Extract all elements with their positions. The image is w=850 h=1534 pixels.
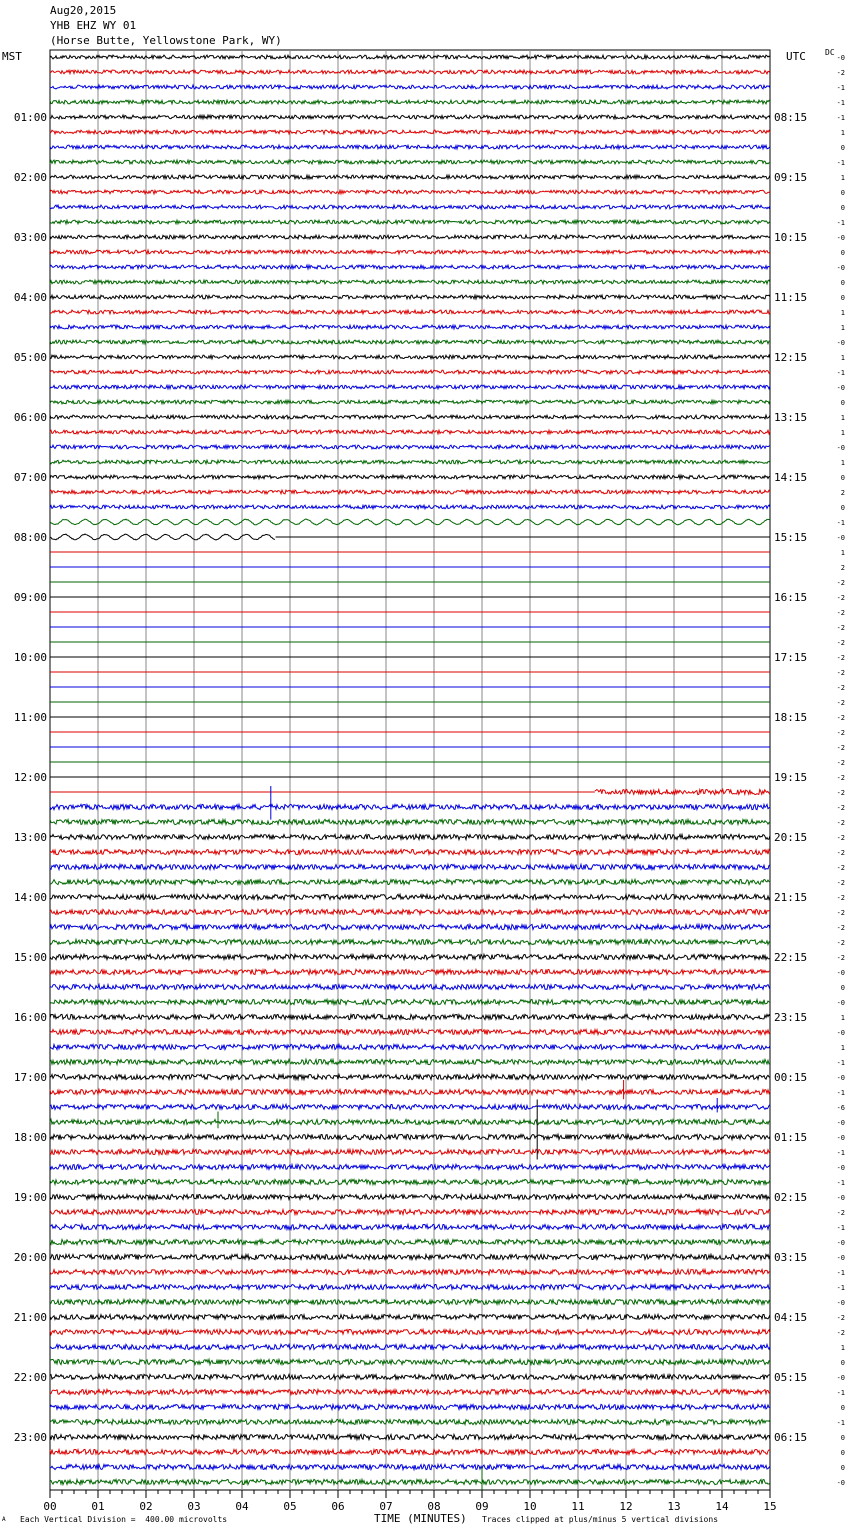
mst-hour-label: 17:00 xyxy=(13,1071,47,1084)
dc-offset-label: 0 xyxy=(840,399,845,407)
trace-line xyxy=(50,355,770,359)
x-tick-label: 02 xyxy=(139,1500,153,1513)
trace-line xyxy=(50,804,770,809)
trace-line xyxy=(50,1299,770,1304)
utc-hour-label: 14:15 xyxy=(774,471,808,484)
trace-line xyxy=(50,894,770,899)
dc-offset-label: -0 xyxy=(836,1119,845,1127)
mst-hour-label: 21:00 xyxy=(13,1311,47,1324)
trace-line xyxy=(50,1329,770,1334)
trace-line xyxy=(50,969,770,974)
dc-offset-label: 0 xyxy=(840,1464,845,1472)
mst-hour-label: 15:00 xyxy=(13,951,47,964)
dc-offset-label: -0 xyxy=(836,1194,845,1202)
dc-offset-label: -2 xyxy=(836,69,845,77)
trace-line xyxy=(50,1059,770,1064)
x-tick-label: 07 xyxy=(379,1500,393,1513)
dc-offset-label: -2 xyxy=(836,654,845,662)
dc-offset-label: -2 xyxy=(836,894,845,902)
utc-hour-label: 01:15 xyxy=(774,1131,808,1144)
dc-offset-label: -1 xyxy=(836,114,845,122)
trace-line xyxy=(50,415,770,419)
utc-hour-label: 16:15 xyxy=(774,591,808,604)
x-tick-label: 15 xyxy=(763,1500,777,1513)
dc-offset-label: -2 xyxy=(836,939,845,947)
dc-offset-label: -2 xyxy=(836,699,845,707)
trace-line xyxy=(50,1164,770,1169)
x-tick-label: 12 xyxy=(619,1500,633,1513)
x-tick-label: 06 xyxy=(331,1500,345,1513)
dc-offset-label: -2 xyxy=(836,834,845,842)
dc-offset-label: -0 xyxy=(836,384,845,392)
trace-line xyxy=(50,175,770,179)
trace-line xyxy=(50,999,770,1004)
dc-offset-label: -2 xyxy=(836,669,845,677)
trace-line xyxy=(50,130,770,134)
dc-offset-label: -2 xyxy=(836,909,845,917)
trace-line xyxy=(50,834,770,839)
trace-line xyxy=(50,1194,770,1199)
dc-offset-label: -0 xyxy=(836,1254,845,1262)
trace-line xyxy=(50,1404,770,1409)
x-axis-title: TIME (MINUTES) xyxy=(374,1512,467,1525)
dc-offset-label: -0 xyxy=(836,1074,845,1082)
dc-offset-label: -1 xyxy=(836,1149,845,1157)
dc-offset-label: 0 xyxy=(840,1359,845,1367)
dc-offset-label: 0 xyxy=(840,204,845,212)
trace-line xyxy=(50,1134,770,1139)
dc-offset-label: 1 xyxy=(840,429,845,437)
mst-hour-label: 11:00 xyxy=(13,711,47,724)
trace-line xyxy=(50,250,770,254)
trace-line xyxy=(50,445,770,449)
trace-line xyxy=(50,1434,770,1439)
mst-hour-label: 07:00 xyxy=(13,471,47,484)
dc-offset-label: -1 xyxy=(836,99,845,107)
trace-line xyxy=(50,1419,770,1424)
trace-line xyxy=(50,1449,770,1454)
utc-hour-label: 05:15 xyxy=(774,1371,808,1384)
dc-offset-label: -0 xyxy=(836,969,845,977)
trace-line xyxy=(50,280,770,284)
dc-offset-label: 1 xyxy=(840,354,845,362)
dc-offset-label: 0 xyxy=(840,144,845,152)
trace-line xyxy=(50,1149,770,1154)
trace-line xyxy=(50,1239,770,1244)
trace-line xyxy=(50,984,770,989)
dc-offset-label: -2 xyxy=(836,849,845,857)
mst-hour-label: 14:00 xyxy=(13,891,47,904)
x-tick-label: 10 xyxy=(523,1500,537,1513)
trace-line xyxy=(50,220,770,224)
dc-offset-label: 0 xyxy=(840,1434,845,1442)
dc-offset-label: -2 xyxy=(836,579,845,587)
trace-line xyxy=(50,1209,770,1214)
mst-hour-label: 22:00 xyxy=(13,1371,47,1384)
x-tick-label: 11 xyxy=(571,1500,585,1513)
utc-hour-label: 00:15 xyxy=(774,1071,808,1084)
dc-offset-label: -2 xyxy=(836,714,845,722)
scale-note: Each Vertical Division = 400.00 microvolts xyxy=(20,1515,228,1524)
mst-hour-label: 19:00 xyxy=(13,1191,47,1204)
mst-hour-label: 03:00 xyxy=(13,231,47,244)
dc-offset-label: 0 xyxy=(840,474,845,482)
trace-line xyxy=(50,1119,770,1124)
utc-hour-label: 10:15 xyxy=(774,231,808,244)
dc-offset-label: -2 xyxy=(836,684,845,692)
trace-line xyxy=(50,370,770,374)
trace-line xyxy=(50,954,770,959)
dc-offset-label: 1 xyxy=(840,174,845,182)
dc-offset-label: -2 xyxy=(836,789,845,797)
utc-hour-label: 23:15 xyxy=(774,1011,808,1024)
dc-offset-label: -2 xyxy=(836,1209,845,1217)
utc-hour-label: 09:15 xyxy=(774,171,808,184)
trace-line xyxy=(50,1224,770,1229)
utc-hour-label: 11:15 xyxy=(774,291,808,304)
dc-offset-label: -1 xyxy=(836,219,845,227)
trace-line xyxy=(50,1284,770,1289)
utc-hour-label: 04:15 xyxy=(774,1311,808,1324)
dc-offset-label: -0 xyxy=(836,999,845,1007)
trace-line xyxy=(50,534,275,540)
utc-hour-label: 02:15 xyxy=(774,1191,808,1204)
dc-offset-label: 1 xyxy=(840,549,845,557)
trace-line xyxy=(50,1104,770,1109)
trace-line xyxy=(50,295,770,299)
mst-hour-label: 08:00 xyxy=(13,531,47,544)
x-tick-label: 04 xyxy=(235,1500,249,1513)
dc-offset-label: -2 xyxy=(836,609,845,617)
clip-note: Traces clipped at plus/minus 5 vertical divisions xyxy=(482,1515,719,1524)
trace-line xyxy=(50,1074,770,1079)
location-label: (Horse Butte, Yellowstone Park, WY) xyxy=(50,34,282,47)
dc-offset-label: 0 xyxy=(840,984,845,992)
dc-offset-label: -0 xyxy=(836,1239,845,1247)
dc-offset-label: -1 xyxy=(836,1179,845,1187)
dc-offset-label: -2 xyxy=(836,774,845,782)
dc-offset-label: -2 xyxy=(836,1329,845,1337)
mst-label: MST xyxy=(2,50,22,63)
dc-offset-label: -0 xyxy=(836,1134,845,1142)
dc-offset-label: -0 xyxy=(836,534,845,542)
trace-line xyxy=(595,789,770,794)
trace-line xyxy=(50,100,770,104)
trace-line xyxy=(50,385,770,389)
mst-hour-label: 12:00 xyxy=(13,771,47,784)
dc-offset-label: -2 xyxy=(836,864,845,872)
trace-line xyxy=(50,939,770,944)
dc-offset-label: 1 xyxy=(840,309,845,317)
dc-offset-label: -1 xyxy=(836,1419,845,1427)
utc-hour-label: 20:15 xyxy=(774,831,808,844)
dc-offset-label: -0 xyxy=(836,234,845,242)
utc-hour-label: 13:15 xyxy=(774,411,808,424)
mst-hour-label: 20:00 xyxy=(13,1251,47,1264)
dc-offset-label: -0 xyxy=(836,1299,845,1307)
trace-line xyxy=(50,819,770,824)
dc-offset-label: -0 xyxy=(836,1164,845,1172)
trace-line xyxy=(50,1374,770,1379)
trace-line xyxy=(50,85,770,89)
dc-offset-label: -6 xyxy=(836,1104,845,1112)
dc-offset-label: -1 xyxy=(836,1389,845,1397)
trace-line xyxy=(50,310,770,314)
trace-line xyxy=(50,325,770,329)
trace-line xyxy=(50,235,770,239)
mst-hour-label: 06:00 xyxy=(13,411,47,424)
dc-offset-label: 1 xyxy=(840,459,845,467)
dc-offset-label: 0 xyxy=(840,279,845,287)
x-tick-label: 03 xyxy=(187,1500,201,1513)
trace-line xyxy=(50,909,770,914)
dc-offset-label: -2 xyxy=(836,954,845,962)
station-label: YHB EHZ WY 01 xyxy=(50,19,137,32)
utc-label: UTC xyxy=(786,50,806,63)
mst-hour-label: 02:00 xyxy=(13,171,47,184)
dc-offset-label: 2 xyxy=(840,564,845,572)
dc-offset-label: -0 xyxy=(836,1374,845,1382)
trace-line xyxy=(50,475,770,479)
utc-hour-label: 22:15 xyxy=(774,951,808,964)
trace-line xyxy=(50,340,770,344)
dc-offset-label: -0 xyxy=(836,54,845,62)
utc-hour-label: 17:15 xyxy=(774,651,808,664)
trace-line xyxy=(50,849,770,854)
mst-hour-label: 04:00 xyxy=(13,291,47,304)
trace-line xyxy=(50,1044,770,1049)
trace-line xyxy=(50,519,770,525)
dc-offset-label: -1 xyxy=(836,369,845,377)
dc-offset-label: 0 xyxy=(840,504,845,512)
dc-offset-label: -2 xyxy=(836,639,845,647)
trace-line xyxy=(50,115,770,119)
utc-hour-label: 03:15 xyxy=(774,1251,808,1264)
trace-line xyxy=(50,1014,770,1019)
dc-offset-label: 1 xyxy=(840,414,845,422)
trace-line xyxy=(50,265,770,269)
utc-hour-label: 19:15 xyxy=(774,771,808,784)
utc-hour-label: 08:15 xyxy=(774,111,808,124)
x-tick-label: 00 xyxy=(43,1500,57,1513)
mst-hour-label: 18:00 xyxy=(13,1131,47,1144)
trace-line xyxy=(50,1389,770,1394)
trace-line xyxy=(50,160,770,164)
dc-offset-label: -2 xyxy=(836,759,845,767)
dc-offset-label: 1 xyxy=(840,1044,845,1052)
trace-line xyxy=(50,879,770,884)
trace-line xyxy=(50,864,770,869)
trace-line xyxy=(50,1029,770,1034)
dc-offset-label: -2 xyxy=(836,744,845,752)
dc-offset-label: 2 xyxy=(840,489,845,497)
dc-offset-label: 1 xyxy=(840,1344,845,1352)
utc-hour-label: 18:15 xyxy=(774,711,808,724)
dc-offset-label: -2 xyxy=(836,819,845,827)
dc-offset-label: -0 xyxy=(836,1029,845,1037)
x-tick-label: 09 xyxy=(475,1500,489,1513)
mst-hour-label: 16:00 xyxy=(13,1011,47,1024)
x-tick-label: 13 xyxy=(667,1500,681,1513)
dc-offset-label: 0 xyxy=(840,1404,845,1412)
trace-line xyxy=(50,1464,770,1469)
trace-line xyxy=(50,490,770,494)
trace-line xyxy=(50,460,770,464)
dc-offset-label: -2 xyxy=(836,804,845,812)
mst-hour-label: 23:00 xyxy=(13,1431,47,1444)
dc-offset-label: 0 xyxy=(840,249,845,257)
dc-offset-label: -1 xyxy=(836,84,845,92)
x-tick-label: 08 xyxy=(427,1500,441,1513)
trace-line xyxy=(50,1254,770,1259)
dc-offset-label: -1 xyxy=(836,1089,845,1097)
utc-hour-label: 12:15 xyxy=(774,351,808,364)
x-tick-label: 14 xyxy=(715,1500,729,1513)
dc-offset-label: -1 xyxy=(836,519,845,527)
trace-line xyxy=(50,70,770,74)
mst-hour-label: 05:00 xyxy=(13,351,47,364)
trace-line xyxy=(50,205,770,209)
mst-hour-label: 01:00 xyxy=(13,111,47,124)
dc-offset-label: -2 xyxy=(836,624,845,632)
trace-line xyxy=(50,190,770,194)
dc-offset-label: 1 xyxy=(840,1014,845,1022)
mst-hour-label: 09:00 xyxy=(13,591,47,604)
x-tick-label: 01 xyxy=(91,1500,105,1513)
dc-offset-label: 0 xyxy=(840,189,845,197)
trace-line xyxy=(50,924,770,929)
trace-line xyxy=(50,1344,770,1349)
dc-offset-label: -0 xyxy=(836,444,845,452)
dc-offset-label: -2 xyxy=(836,924,845,932)
dc-offset-label: 0 xyxy=(840,294,845,302)
trace-line xyxy=(50,1179,770,1184)
utc-hour-label: 06:15 xyxy=(774,1431,808,1444)
trace-line xyxy=(50,1359,770,1364)
trace-line xyxy=(50,1089,770,1094)
x-tick-label: 05 xyxy=(283,1500,297,1513)
trace-line xyxy=(50,145,770,149)
corner-mark: A xyxy=(2,1516,6,1523)
trace-line xyxy=(50,1479,770,1484)
dc-offset-label: -2 xyxy=(836,594,845,602)
dc-offset-label: -2 xyxy=(836,879,845,887)
date-label: Aug20,2015 xyxy=(50,4,117,17)
dc-offset-label: -2 xyxy=(836,729,845,737)
dc-offset-label: -1 xyxy=(836,1284,845,1292)
dc-offset-label: 0 xyxy=(840,1449,845,1457)
utc-hour-label: 15:15 xyxy=(774,531,808,544)
trace-line xyxy=(50,1314,770,1319)
dc-offset-label: -1 xyxy=(836,1224,845,1232)
dc-label: DC xyxy=(825,48,835,57)
mst-hour-label: 10:00 xyxy=(13,651,47,664)
dc-offset-label: 1 xyxy=(840,129,845,137)
trace-line xyxy=(50,55,770,59)
dc-offset-label: 1 xyxy=(840,324,845,332)
dc-offset-label: -1 xyxy=(836,159,845,167)
utc-hour-label: 21:15 xyxy=(774,891,808,904)
dc-offset-label: -2 xyxy=(836,1314,845,1322)
mst-hour-label: 13:00 xyxy=(13,831,47,844)
dc-offset-label: -0 xyxy=(836,339,845,347)
trace-line xyxy=(50,505,770,509)
dc-offset-label: -0 xyxy=(836,1479,845,1487)
dc-offset-label: -0 xyxy=(836,264,845,272)
trace-line xyxy=(50,430,770,434)
dc-offset-label: -1 xyxy=(836,1059,845,1067)
dc-offset-label: -1 xyxy=(836,1269,845,1277)
trace-line xyxy=(50,1269,770,1274)
trace-line xyxy=(50,400,770,404)
